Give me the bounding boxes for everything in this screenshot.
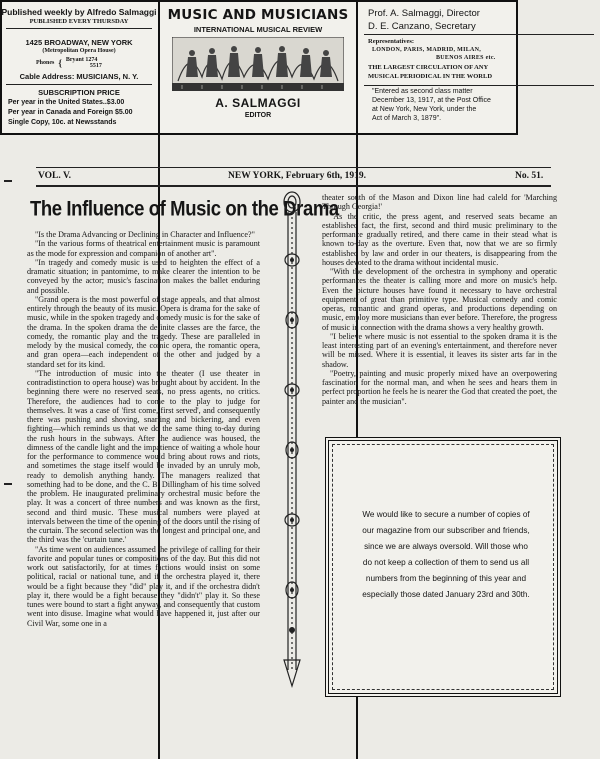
office-address: 1425 BROADWAY, NEW YORK — [25, 38, 133, 47]
article-paragraph: theater south of the Mason and Dixon line had caleld for 'Marching Through Georgia!' — [322, 193, 557, 212]
article-paragraph: "Grand opera is the most powerful of stage appeals, and that almost entirely through the beauty of its music. Opera is drama for the sake of music, while in the spoken tragedy and comedy music is for the sake of the drama. In the spoken drama the definite classes are the farce, the comedy, the romantic play and the tragedy. These are paralleled in melody by the musical comedy, the comic opera, the romantic opera, and gran opera—each independent of the other and judged by a standard set for its kind. — [27, 294, 260, 369]
editor-label: EDITOR — [244, 112, 272, 119]
magazine-logo: MUSIC AND MUSICIANS — [167, 7, 349, 23]
postal-notice: at New York, New York, under the — [372, 106, 477, 113]
article-paragraph: "As time went on audiences assumed the privilege of calling for their favorite and popular tunes or compositions of the day. But this did not work out satisfactorily, for at times factions would insist on some political, racial or national tune, and if the orchestra played it, there would be a fight because they "did" play it, and if the orchestra didn't play it, there would be a fight because they "didn't" play it. So these tunes were bound to start a fight anyway, and consequently that custom went into disuse. Imagine what would have happened it, just after our Civil War, some one in a — [27, 544, 260, 628]
director: Prof. A. Salmaggi, Director — [368, 8, 480, 19]
article-paragraph: "I believe where music is not essential to the spoken drama it is the least interesting part of an evening's entertainment, and therefore never will be missed. Where it is essential, it leaves its sister arts far in the shadow. — [322, 331, 557, 369]
notice-text: We would like to secure a number of copies of our magazine from our subscriber and friends, since we are always oversold. Will those who do not keep a collection of them to send us all numbers from the beginning of this year and especially those dated January 23rd and 30th. — [362, 510, 530, 599]
editor-name: A. SALMAGGI — [215, 96, 301, 110]
article-paragraph: "The introduction of music into the theater (I use theater in contradistinction to opera house) was brought about by accident. In the beginning there were no reserved seats, no press agents, no critics. Therefore, the audiences had to come to the play to judge for themselves. It was a case of 'first come, first served', and consequently there was pushing and shoving, snarling and bickering, and even fighting—which reminds us that we do the same thing to-day during the rush hours in the subways. After the audience was housed, the dimness of the candle light and the impatience of waiting a whole hour for the performance to commence would bring about rows and riots, and sometimes the stage itself would be invaded by an unruly mob, ready to demolish anything handy. The managers realized that something had to be done, and the C. B. Dillingham of his time solved the problem. He inaugurated preliminary orchestral music before the play. It was a concert of three numbers and was known as the first, second and third music. These musical numbers were played at intervals between the time of the opening of the doors until the rising of the curtain. The second selection was the longest and principal one, and the third was the 'curtain tune.' — [27, 368, 260, 545]
divider — [36, 185, 551, 187]
subscription-price-us: Per year in the United States..$3.00 — [8, 99, 125, 106]
volume-number: VOL. V. — [38, 171, 71, 181]
masthead — [0, 0, 518, 135]
divider — [6, 84, 152, 85]
phone-number: Bryant 1274 — [65, 57, 98, 63]
divider — [364, 34, 594, 35]
article-paragraph: "With the development of the orchestra in symphony and operatic performances the theater is calling more and more on music's help. Even the picture houses have found it necessary to have orchestral equipment of great than primitive type. Musical comedy and comic operas, romantic and grand operas, and productions depending on music, employ more musicians than ever before. Therefore, the progress of music in connection with the drama shows a very healthy growth. — [322, 267, 557, 332]
subscription-price-foreign: Per year in Canada and Foreign $5.00 — [8, 109, 133, 116]
article-column-right — [322, 193, 557, 406]
article-paragraph: "Is the Drama Advancing or Declining in Character and Influence?" — [35, 230, 255, 239]
article-column-left — [27, 230, 260, 628]
single-copy-price: Single Copy, 10c. at Newsstands — [8, 119, 117, 126]
phone-numbers — [36, 57, 102, 69]
musicians-illustration — [172, 37, 344, 91]
representatives-label: Representatives: — [368, 38, 415, 45]
issue-number: No. 51. — [515, 171, 544, 181]
article-paragraph: "As the critic, the press agent, and reserved seats became an established fact, the first, second and third music preliminary to the performance gradually retired, and there came in their stead what is known to-day as the overture. Even that, now that we are so firmly established by law and order in our theaters, is disappearing from the houses devoted to the drama without incidental music. — [322, 211, 557, 267]
brace-icon: { — [58, 58, 62, 68]
postal-notice: December 13, 1917, at the Post Office — [372, 97, 491, 104]
issue-date: NEW YORK, February 6th, 1919. — [228, 171, 367, 181]
circulation-claim: MUSICAL PERIODICAL IN THE WORLD — [368, 73, 493, 80]
divider — [36, 167, 551, 168]
article-title: The Influence of Music on the Drama — [30, 196, 339, 221]
circulation-claim: THE LARGEST CIRCULATION OF ANY — [368, 64, 489, 71]
article-paragraph: "Poetry, painting and music properly mixed have an overpowering fascination for the normal man, and when he sees and hears them in perfect proportion he feels he is nearer the God that created the poet, the painter and the musician". — [322, 368, 557, 406]
published-by: Published weekly by Alfredo Salmaggi — [1, 7, 157, 17]
subscription-title: SUBSCRIPTION PRICE — [38, 88, 120, 97]
postal-notice: "Entered as second class matter — [372, 88, 473, 95]
phones-label: Phones — [36, 60, 55, 66]
phone-number: 5517 — [89, 63, 102, 69]
office-building: (Metropolitan Opera House) — [42, 48, 116, 54]
column-ornament — [279, 190, 305, 690]
representatives-cities: LONDON, PARIS, MADRID, MILAN, — [372, 47, 482, 53]
article-paragraph: "In the various forms of theatrical entertainment music is paramount as the mode for expression and companion of another art". — [27, 239, 260, 258]
postal-notice: Act of March 3, 1879". — [372, 115, 442, 122]
divider — [364, 85, 594, 86]
representatives-cities: BUENOS AIRES etc. — [436, 55, 496, 61]
publication-schedule: PUBLISHED EVERY THURSDAY — [29, 18, 129, 25]
article-paragraph: "In tragedy and comedy music is used to heighten the effect of a dramatic situation; in pantomime, to make clearer the intention to be conveyed by the actor; music's fascination makes the ballet enduring and possible. — [27, 257, 260, 295]
notice-box — [325, 437, 561, 697]
magazine-subtitle: INTERNATIONAL MUSICAL REVIEW — [193, 25, 323, 34]
cable-address: Cable Address: MUSICIANS, N. Y. — [19, 72, 139, 81]
divider — [6, 28, 152, 29]
secretary: D. E. Canzano, Secretary — [368, 21, 476, 32]
